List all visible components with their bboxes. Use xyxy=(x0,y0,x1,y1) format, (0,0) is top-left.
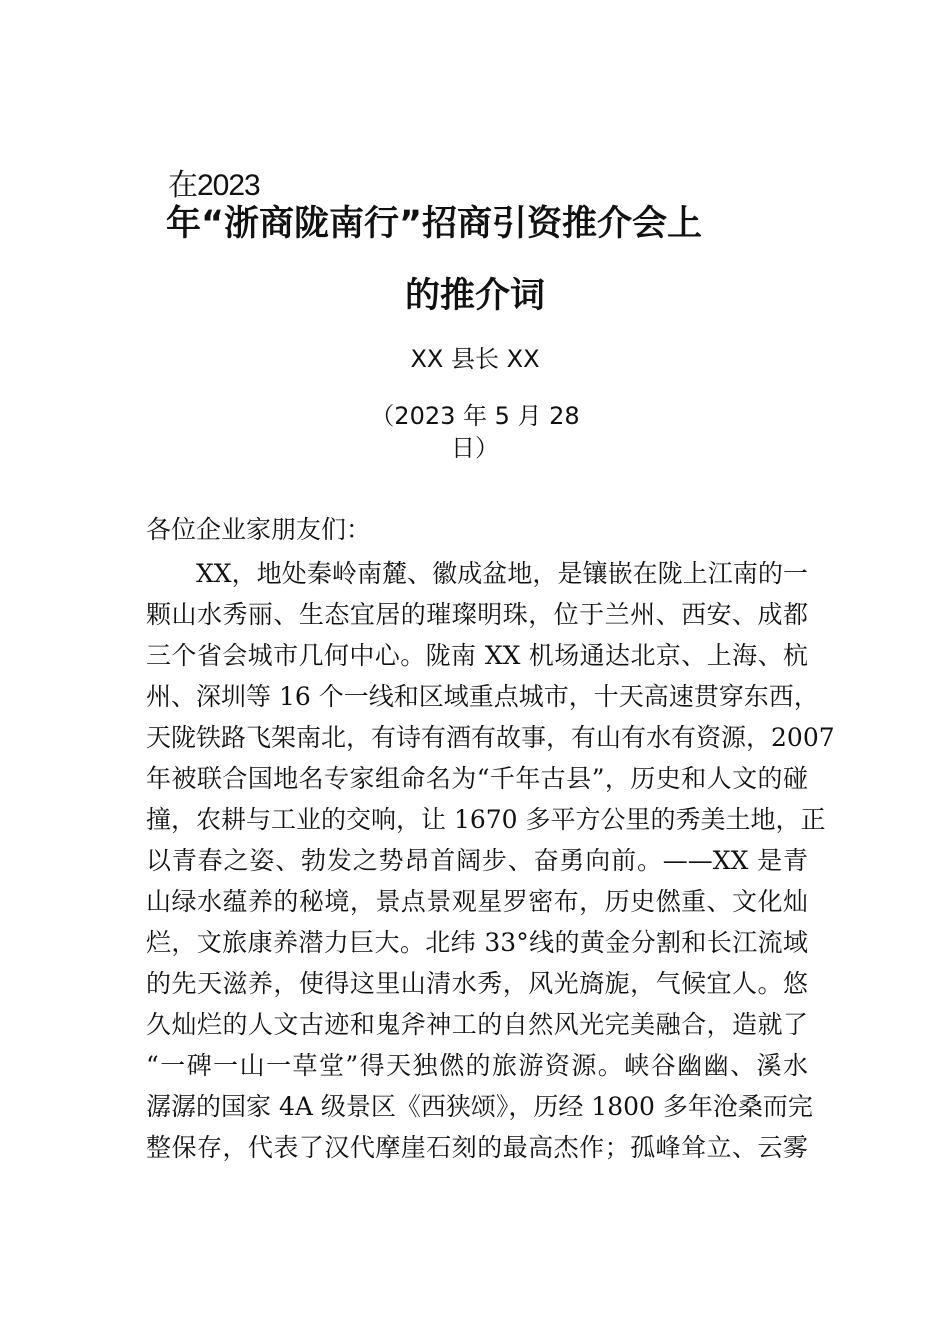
paragraph-line: 久灿烂的人文古迹和鬼斧神工的自然风光完美融合，造就了 xyxy=(146,1010,808,1039)
title-prefix: 在2023 xyxy=(168,169,260,202)
paragraph-line: 三个省会城市几何中心。陇南 XX 机场通达北京、上海、杭 xyxy=(146,641,808,670)
document-title-line-2: 的推介词 xyxy=(404,276,545,316)
paragraph-line: 年被联合国地名专家组命名为“千年古县”，历史和人文的碰 xyxy=(146,764,808,793)
paragraph-line: 的先天滋养，使得这里山清水秀，风光旖旎，气候宜人。悠 xyxy=(146,969,808,998)
body-paragraph xyxy=(146,553,835,1168)
author-line: XX 县长 XX xyxy=(410,345,540,373)
salutation: 各位企业家朋友们： xyxy=(146,515,372,544)
document-title-line-1: 年“浙商陇南行”招商引资推介会上 xyxy=(166,204,703,244)
paragraph-line: 整保存，代表了汉代摩崖石刻的最高杰作；孤峰耸立、云雾 xyxy=(146,1133,808,1162)
date-line-1: （2023 年 5 月 28 xyxy=(370,402,580,430)
paragraph-line: 烂，文旅康养潜力巨大。北纬 33°线的黄金分割和长江流域 xyxy=(146,928,808,957)
paragraph-line: 撞，农耕与工业的交响，让 1670 多平方公里的秀美土地，正 xyxy=(146,805,826,834)
paragraph-line: “一碑一山一草堂”得天独㒄的旅游资源。峡谷幽幽、溪水 xyxy=(146,1051,808,1080)
paragraph-line: 天陇铁路飞架南北，有诗有酒有故事，有山有水有资源，2007 xyxy=(146,723,835,752)
paragraph-line: 州、深圳等 16 个一线和区域重点城市，十天高速贯穿东西， xyxy=(146,682,819,711)
paragraph-line: 颗山水秀丽、生态宜居的璀璨明珠，位于兰州、西安、成都 xyxy=(146,600,808,629)
paragraph-line: 山绿水蕴养的秘境，景点景观星罗密布，历史㒄重、文化灿 xyxy=(146,887,808,916)
date-line-2: 日） xyxy=(451,434,499,462)
paragraph-line: 以青春之姿、勃发之势昂首阔步、奋勇向前。——XX 是青 xyxy=(146,846,808,875)
paragraph-line: 潺潺的国家 4A 级景区《西狭颂》，历经 1800 多年沧桑而完 xyxy=(146,1092,813,1121)
paragraph-line: XX，地处秦岭南麓、徽成盆地，是镶嵌在陇上江南的一 xyxy=(196,559,808,588)
